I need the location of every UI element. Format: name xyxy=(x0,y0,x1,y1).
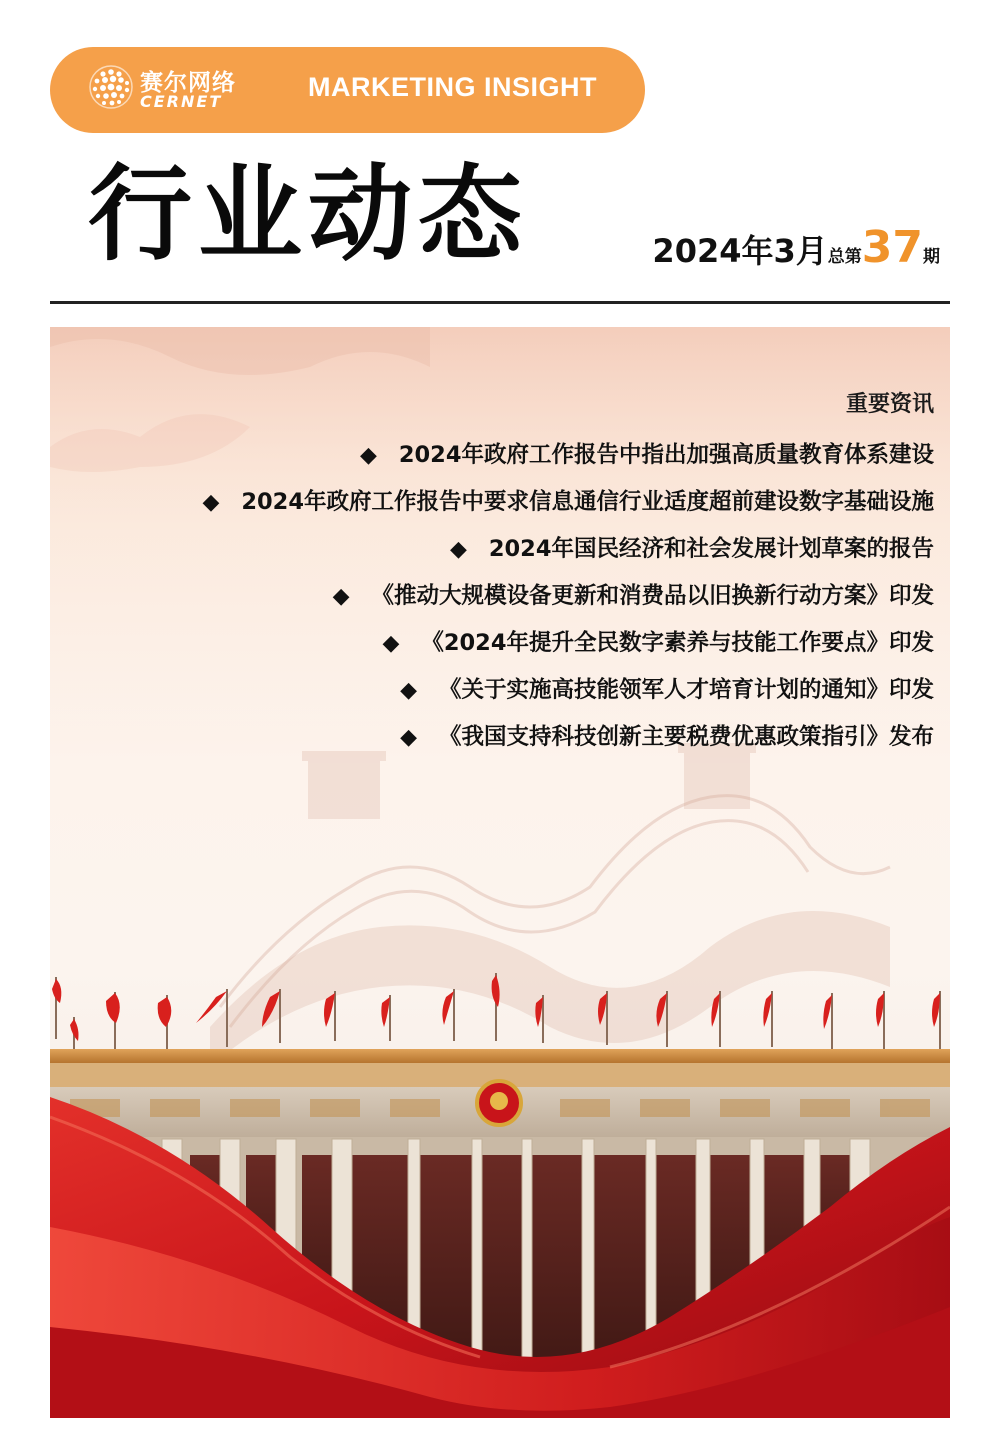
news-item[interactable] xyxy=(202,620,934,667)
news-list xyxy=(202,387,934,761)
section-title: MARKETING INSIGHT xyxy=(308,72,597,102)
news-item[interactable] xyxy=(202,667,934,714)
page-title: 行业动态 xyxy=(88,153,529,275)
cover-image xyxy=(50,327,950,1418)
news-item-text: 《2024年提升全民数字素养与技能工作要点》印发 xyxy=(421,630,934,656)
news-item-text: 《推动大规模设备更新和消费品以旧换新行动方案》印发 xyxy=(371,583,934,609)
diamond-icon: ◆ xyxy=(202,490,220,515)
diamond-icon: ◆ xyxy=(359,443,377,468)
news-item-text: 《关于实施高技能领军人才培育计划的通知》印发 xyxy=(438,677,934,703)
globe-icon xyxy=(88,64,134,110)
news-item[interactable] xyxy=(202,573,934,620)
issue-prefix: 总第 xyxy=(827,247,862,267)
divider xyxy=(50,301,950,304)
news-item-text: 《我国支持科技创新主要税费优惠政策指引》发布 xyxy=(438,724,934,750)
news-heading: 重要资讯 xyxy=(845,392,934,417)
diamond-icon: ◆ xyxy=(400,678,417,703)
diamond-icon: ◆ xyxy=(332,584,350,609)
news-item[interactable] xyxy=(202,432,934,479)
diamond-icon: ◆ xyxy=(449,537,467,562)
news-item-text: 2024年政府工作报告中要求信息通信行业适度超前建设数字基础设施 xyxy=(241,489,934,515)
brand-name-cn: 赛尔网络 xyxy=(140,70,236,96)
diamond-icon: ◆ xyxy=(400,725,417,750)
news-item[interactable] xyxy=(202,526,934,573)
issue-info xyxy=(652,222,940,273)
news-item[interactable] xyxy=(202,479,934,526)
diamond-icon: ◆ xyxy=(382,631,400,656)
issue-number: 37 xyxy=(861,222,923,273)
news-item[interactable] xyxy=(202,714,934,761)
brand-logo xyxy=(88,60,248,120)
issue-date: 2024年3月 xyxy=(652,232,828,270)
national-emblem-icon xyxy=(477,1081,521,1125)
news-item-text: 2024年国民经济和社会发展计划草案的报告 xyxy=(488,536,934,562)
flags xyxy=(52,973,940,1055)
issue-suffix: 期 xyxy=(923,247,940,267)
brand-name-en: CERNET xyxy=(140,92,223,111)
news-item-text: 2024年政府工作报告中指出加强高质量教育体系建设 xyxy=(398,442,934,468)
